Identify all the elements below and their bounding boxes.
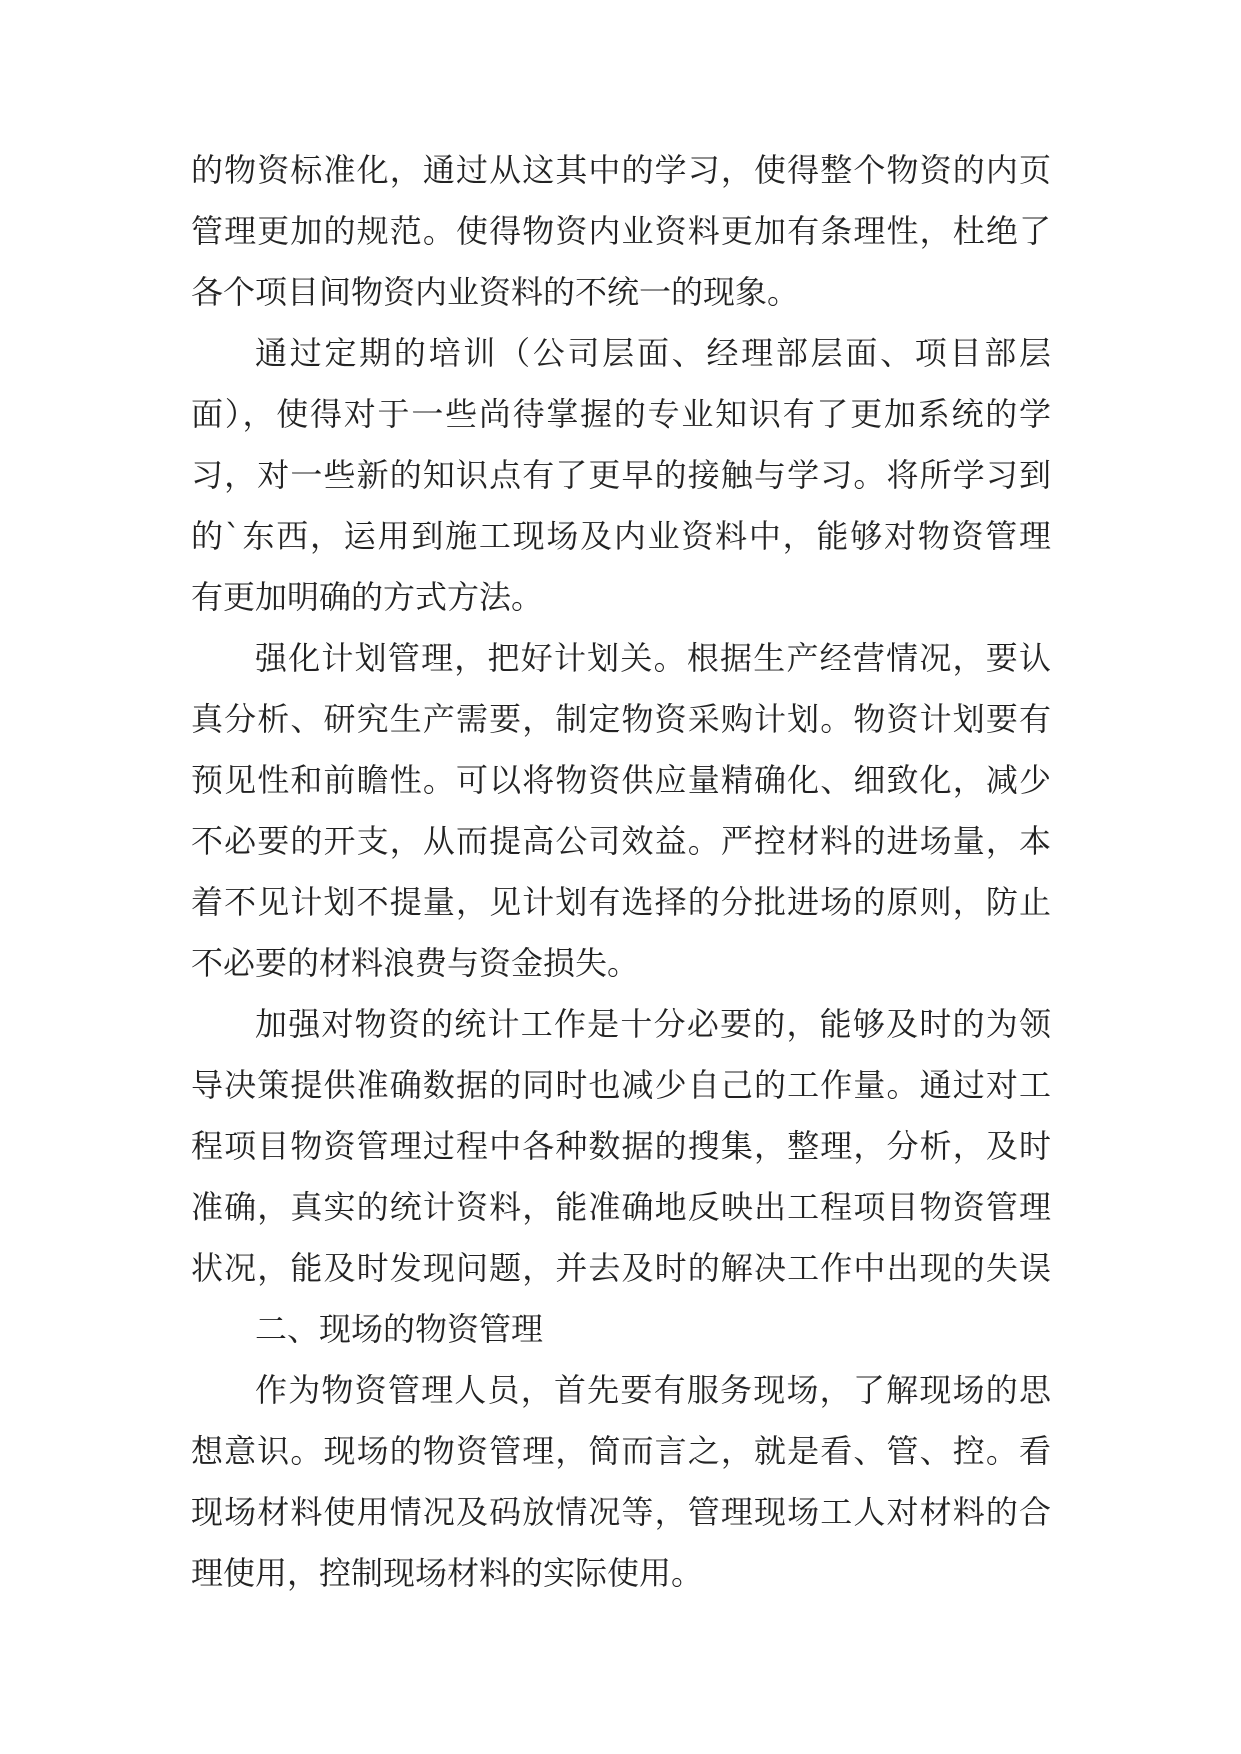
paragraph-2 — [191, 323, 1051, 628]
paragraph-line: 真分析、研究生产需要，制定物资采购计划。物资计划要有 — [191, 700, 1051, 738]
paragraph-line: 有更加明确的方式方法。 — [191, 578, 544, 616]
paragraph-line: 状况，能及时发现问题，并去及时的解决工作中出现的失误 — [191, 1249, 1051, 1287]
paragraph-line: 的`东西，运用到施工现场及内业资料中，能够对物资管理 — [191, 517, 1051, 555]
section-heading-block — [191, 1299, 1051, 1360]
paragraph-line: 不必要的开支，从而提高公司效益。严控材料的进场量，本 — [191, 822, 1051, 860]
paragraph-line: 着不见计划不提量，见计划有选择的分批进场的原则，防止 — [191, 883, 1051, 921]
paragraph-line: 作为物资管理人员，首先要有服务现场，了解现场的思 — [255, 1371, 1051, 1409]
paragraph-line: 预见性和前瞻性。可以将物资供应量精确化、细致化，减少 — [191, 761, 1051, 799]
paragraph-5 — [191, 1360, 1051, 1604]
paragraph-line: 不必要的材料浪费与资金损失。 — [191, 944, 640, 982]
paragraph-line: 想意识。现场的物资管理，简而言之，就是看、管、控。看 — [191, 1432, 1051, 1470]
paragraph-line: 各个项目间物资内业资料的不统一的现象。 — [191, 273, 800, 311]
paragraph-line: 强化计划管理，把好计划关。根据生产经营情况，要认 — [255, 639, 1051, 677]
paragraph-line: 通过定期的培训（公司层面、经理部层面、项目部层 — [255, 334, 1051, 372]
paragraph-line: 习，对一些新的知识点有了更早的接触与学习。将所学习到 — [191, 456, 1051, 494]
paragraph-line: 的物资标准化，通过从这其中的学习，使得整个物资的内页 — [191, 151, 1051, 189]
paragraph-line: 加强对物资的统计工作是十分必要的，能够及时的为领 — [255, 1005, 1051, 1043]
paragraph-line: 现场材料使用情况及码放情况等，管理现场工人对材料的合 — [191, 1493, 1051, 1531]
paragraph-3 — [191, 628, 1051, 994]
paragraph-line: 面），使得对于一些尚待掌握的专业知识有了更加系统的学 — [191, 395, 1051, 433]
paragraph-1 — [191, 140, 1051, 323]
paragraph-line: 导决策提供准确数据的同时也减少自己的工作量。通过对工 — [191, 1066, 1051, 1104]
paragraph-line: 准确，真实的统计资料，能准确地反映出工程项目物资管理 — [191, 1188, 1051, 1226]
paragraph-line: 程项目物资管理过程中各种数据的搜集，整理，分析，及时 — [191, 1127, 1051, 1165]
paragraph-line: 管理更加的规范。使得物资内业资料更加有条理性，杜绝了 — [191, 212, 1051, 250]
document-body — [191, 140, 1051, 1604]
section-heading: 二、现场的物资管理 — [255, 1310, 544, 1348]
paragraph-line: 理使用，控制现场材料的实际使用。 — [191, 1554, 704, 1592]
paragraph-4 — [191, 994, 1051, 1299]
